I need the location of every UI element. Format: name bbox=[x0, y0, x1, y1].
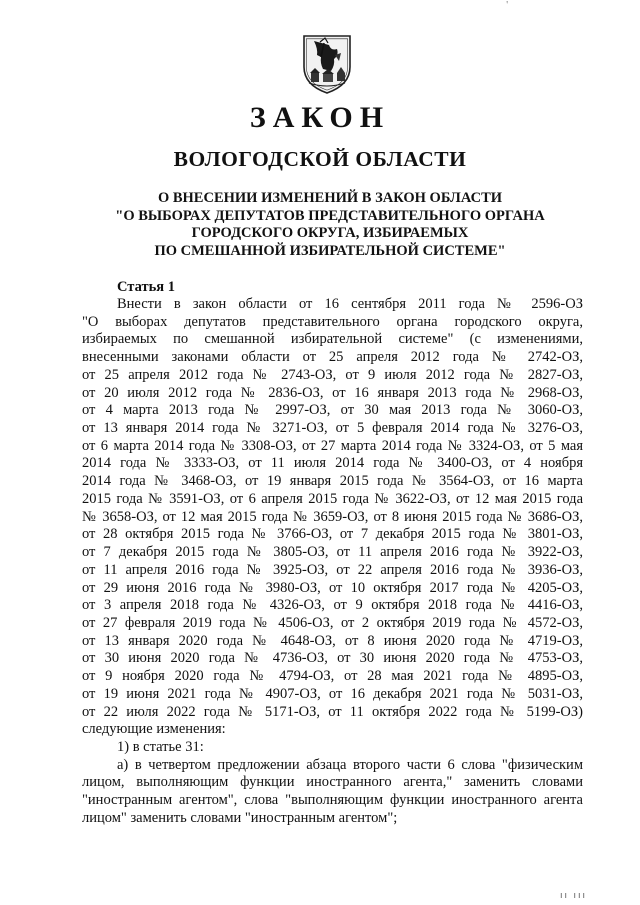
subtitle-line: ПО СМЕШАННОЙ ИЗБИРАТЕЛЬНОЙ СИСТЕМЕ" bbox=[154, 242, 506, 259]
body-line: от 22 июля 2022 года № 5171-ОЗ, от 11 октября 2022 года № 5199-ОЗ) bbox=[82, 703, 583, 720]
body-line: от 9 ноября 2020 года № 4794-ОЗ, от 28 мая 2021 года № 4895-ОЗ, bbox=[82, 668, 583, 685]
body-line: от 6 марта 2014 года № 3308-ОЗ, от 27 марта 2014 года № 3324-ОЗ, от 5 мая bbox=[82, 437, 583, 454]
vologda-coat-of-arms-icon bbox=[301, 33, 353, 95]
body-line: от 25 апреля 2012 года № 2743-ОЗ, от 9 июля 2012 года № 2827-ОЗ, bbox=[82, 366, 583, 383]
body-line: 2014 года № 3468-ОЗ, от 19 января 2015 года № 3564-ОЗ, от 16 марта bbox=[82, 473, 583, 490]
body-line: от 13 января 2020 года № 4648-ОЗ, от 8 июня 2020 года № 4719-ОЗ, bbox=[82, 632, 583, 649]
body-line: лицом" заменить словами "иностранным агентом"; bbox=[82, 809, 398, 826]
body-line: лицом, выполняющим функции иностранного агента," заменить словами bbox=[82, 774, 583, 791]
body-line: Внести в закон области от 16 сентября 2011 года № 2596-ОЗ bbox=[117, 296, 583, 312]
subtitle-line: ГОРОДСКОГО ОКРУГА, ИЗБИРАЕМЫХ bbox=[191, 225, 469, 241]
body-line: следующие изменения: bbox=[82, 721, 226, 738]
body-line: 1) в статье 31: bbox=[117, 738, 204, 755]
document-title: ЗАКОН bbox=[249, 101, 391, 134]
body-line: "иностранным агентом", слова "выполняющим функции иностранного агента bbox=[82, 792, 583, 809]
body-line: внесенными законами области от 25 апреля 2012 года № 2742-ОЗ, bbox=[82, 349, 583, 366]
body-line: от 4 марта 2013 года № 2997-ОЗ, от 30 мая 2013 года № 3060-ОЗ, bbox=[82, 402, 583, 419]
body-line: 2015 года № 3591-ОЗ, от 6 апреля 2015 года № 3622-ОЗ, от 12 мая 2015 года bbox=[82, 490, 583, 507]
region-name: ВОЛОГОДСКОЙ ОБЛАСТИ bbox=[173, 147, 467, 171]
article-heading: Статья 1 bbox=[117, 279, 175, 295]
subtitle-line: О ВНЕСЕНИИ ИЗМЕНЕНИЙ В ЗАКОН ОБЛАСТИ bbox=[157, 190, 503, 206]
body-line: избираемых по смешанной избирательной системе" (с изменениями, bbox=[82, 331, 583, 348]
body-line: от 20 июля 2012 года № 2836-ОЗ, от 16 января 2013 года № 2968-ОЗ, bbox=[82, 384, 583, 401]
body-line: от 13 января 2014 года № 3271-ОЗ, от 5 февраля 2014 года № 3276-ОЗ, bbox=[82, 420, 583, 437]
body-line: "О выборах депутатов представительного органа городского округа, bbox=[82, 313, 583, 330]
body-line: от 7 декабря 2015 года № 3805-ОЗ, от 11 апреля 2016 года № 3922-ОЗ, bbox=[82, 544, 583, 561]
body-line: от 28 октября 2015 года № 3766-ОЗ, от 7 декабря 2015 года № 3801-ОЗ, bbox=[82, 526, 583, 543]
body-line: от 11 апреля 2016 года № 3925-ОЗ, от 22 апреля 2016 года № 3936-ОЗ, bbox=[82, 561, 583, 578]
body-line: от 29 июня 2016 года № 3980-ОЗ, от 10 октября 2017 года № 4205-ОЗ, bbox=[82, 579, 583, 596]
body-line: от 30 июня 2020 года № 4736-ОЗ, от 30 июня 2020 года № 4753-ОЗ, bbox=[82, 650, 583, 667]
body-line: а) в четвертом предложении абзаца второго части 6 слова "физическим bbox=[117, 756, 583, 773]
law-subtitle bbox=[80, 190, 580, 260]
corner-mark: ' bbox=[506, 0, 508, 11]
body-line: от 19 июня 2021 года № 4907-ОЗ, от 16 декабря 2021 года № 5031-ОЗ, bbox=[82, 685, 583, 702]
body-line: 2014 года № 3333-ОЗ, от 11 июля 2014 года № 3400-ОЗ, от 4 ноября bbox=[82, 455, 583, 472]
article-body bbox=[82, 296, 583, 828]
subtitle-line: "О ВЫБОРАХ ДЕПУТАТОВ ПРЕДСТАВИТЕЛЬНОГО ОРГАНА bbox=[115, 207, 545, 224]
body-line: от 3 апреля 2018 года № 4326-ОЗ, от 9 октября 2018 года № 4416-ОЗ, bbox=[82, 597, 583, 614]
body-line: от 27 февраля 2019 года № 4506-ОЗ, от 2 октября 2019 года № 4572-ОЗ, bbox=[82, 614, 583, 631]
body-line: № 3658-ОЗ, от 12 мая 2015 года № 3659-ОЗ, от 8 июня 2015 года № 3686-ОЗ, bbox=[82, 508, 583, 525]
footer-marks: ıı ııı bbox=[560, 890, 588, 900]
